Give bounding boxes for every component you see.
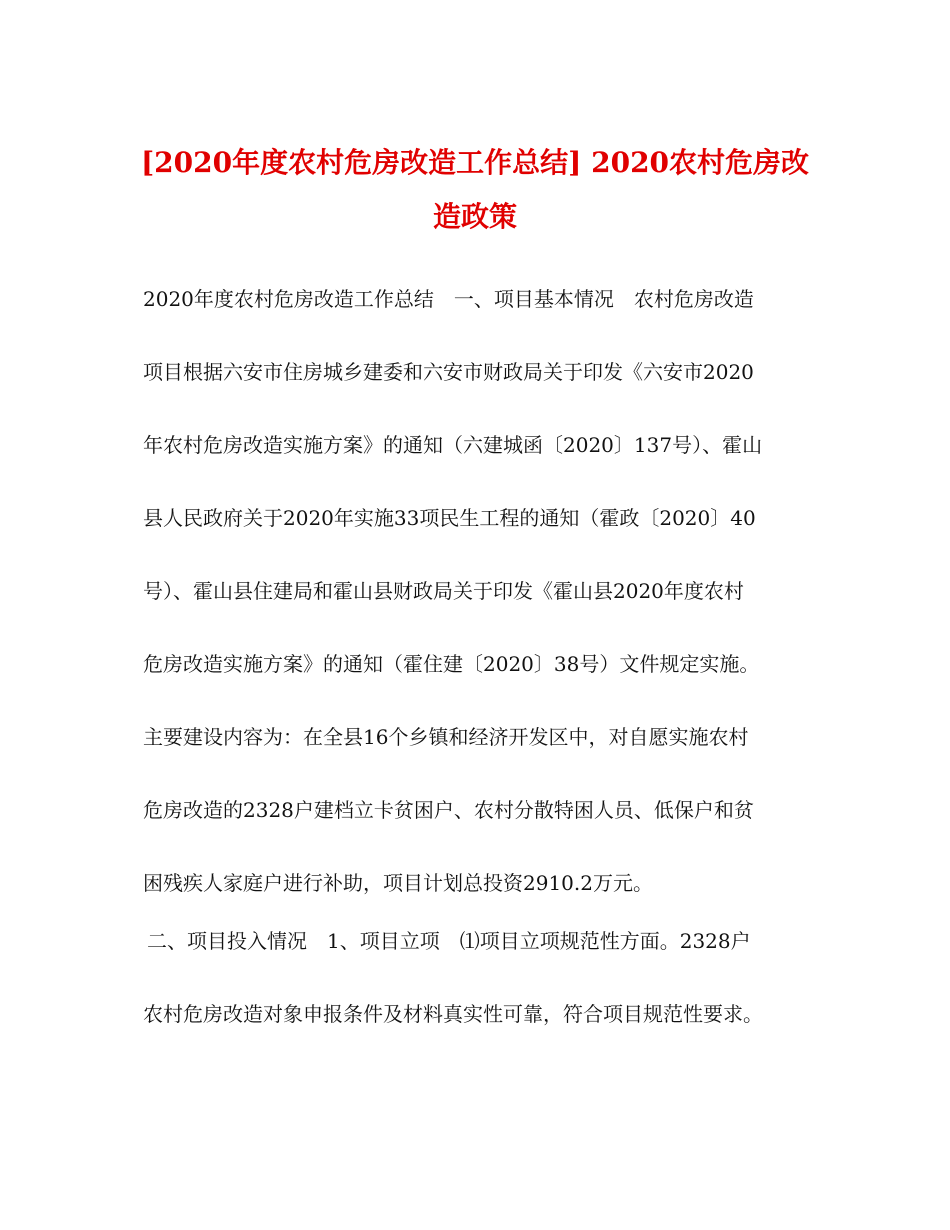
title-line-1: [2020年度农村危房改造工作总结] 2020农村危房改 bbox=[140, 146, 810, 179]
body-line: 二、项目投入情况 1、项目立项 ⑴项目立项规范性方面。2328户 bbox=[147, 929, 751, 953]
body-line: 危房改造实施方案》的通知（霍住建〔2020〕38号）文件规定实施。 bbox=[143, 652, 760, 676]
body-line: 号）、霍山县住建局和霍山县财政局关于印发《霍山县2020年度农村 bbox=[143, 579, 744, 603]
body-line: 农村危房改造对象申报条件及材料真实性可靠，符合项目规范性要求。 bbox=[143, 1002, 763, 1026]
body-line: 项目根据六安市住房城乡建委和六安市财政局关于印发《六安市2020 bbox=[143, 360, 754, 384]
body-line: 困残疾人家庭户进行补助，项目计划总投资2910.2万元。 bbox=[143, 871, 653, 895]
body-line: 县人民政府关于2020年实施33项民生工程的通知（霍政〔2020〕40 bbox=[143, 506, 756, 530]
body-line: 年农村危房改造实施方案》的通知（六建城函〔2020〕137号）、霍山 bbox=[143, 433, 763, 457]
document-title bbox=[120, 136, 830, 244]
body-line: 危房改造的2328户建档立卡贫困户、农村分散特困人员、低保户和贫 bbox=[143, 798, 754, 822]
title-line-2: 造政策 bbox=[432, 200, 517, 233]
body-line: 2020年度农村危房改造工作总结 一、项目基本情况 农村危房改造 bbox=[143, 287, 754, 311]
body-line: 主要建设内容为：在全县16个乡镇和经济开发区中，对自愿实施农村 bbox=[143, 725, 749, 749]
